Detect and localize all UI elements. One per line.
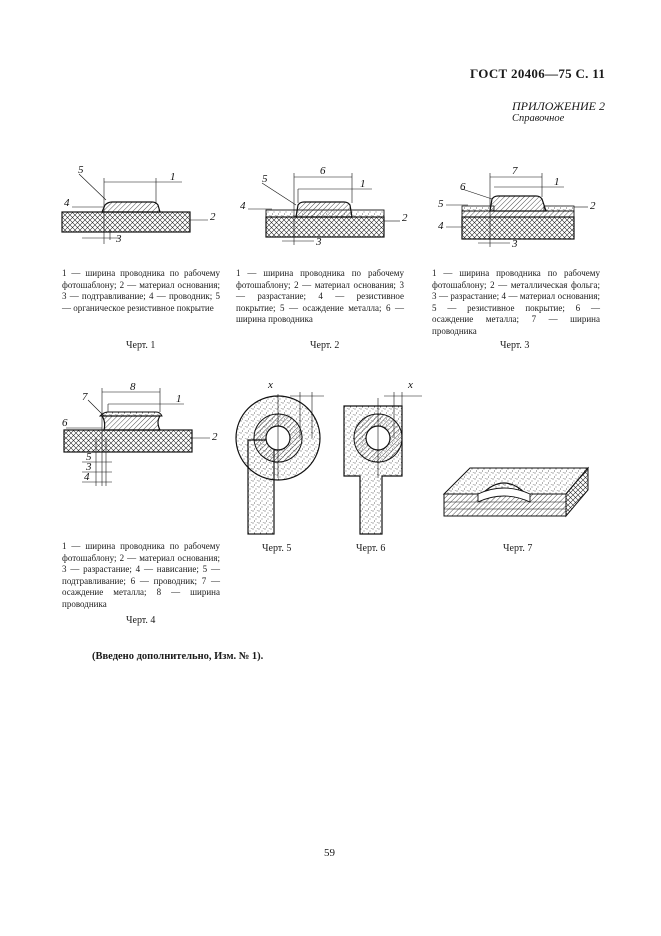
figure-6-drawing [336,378,436,538]
f4-label-6: 6 [62,417,68,429]
figure-3-drawing [432,155,607,250]
figure-7-title: Черт. 7 [503,543,533,554]
f2-label-6: 6 [320,165,326,177]
f2-label-1: 1 [360,178,366,190]
f4-label-1: 1 [176,393,182,405]
f2-label-3: 3 [316,236,322,248]
f4-label-2: 2 [212,431,218,443]
appendix-title: ПРИЛОЖЕНИЕ 2 [512,99,605,113]
standard-header: ГОСТ 20406—75 С. 11 [470,66,606,81]
f1-label-4: 4 [64,197,70,209]
f4-label-8: 8 [130,381,136,393]
f4-label-3: 3 [86,461,92,473]
f1-label-5: 5 [78,164,84,176]
f6-label-x: x [408,379,413,391]
figure-4-title: Черт. 4 [126,615,156,626]
figure-7-drawing [438,460,598,525]
f4-label-4: 4 [84,471,90,483]
f1-label-3: 3 [116,233,122,245]
figure-1-title: Черт. 1 [126,340,156,351]
f4-label-5: 5 [86,451,92,463]
f1-label-2: 2 [210,211,216,223]
figure-2-drawing [234,155,414,250]
f3-label-7: 7 [512,165,518,177]
f1-label-1: 1 [170,171,176,183]
figure-6-title: Черт. 6 [356,543,386,554]
figure-3-caption: 1 — ширина проводника по рабочему фотошаблону; 2 — металлическая фольга; 3 — разрастание; 4 — материал основания; 5 — резистивное покрытие; 6 — осаждение металла; 7 — ширина проводника [432,268,600,336]
page-number: 59 [324,847,335,859]
amendment-note: (Введено дополнительно, Изм. № 1). [92,651,264,662]
figure-4-caption: 1 — ширина проводника по рабочему фотошаблону; 2 — материал основания; 3 — разрастание; 4 — нависание; 5 — подтравливание; 6 — проводник; 7 — осаждение металла; 8 — ширина проводника [62,541,220,609]
f4-label-7: 7 [82,391,88,403]
figure-4-drawing [56,378,231,493]
f3-label-2: 2 [590,200,596,212]
f2-label-2: 2 [402,212,408,224]
f3-label-5: 5 [438,198,444,210]
f5-label-x: x [268,379,273,391]
figure-2-caption: 1 — ширина проводника по рабочему фотошаблону; 2 — материал основания; 3 — разрастание; 4 — резистивное покрытие; 5 — осаждение металла; 6 — ширина проводника [236,268,404,325]
f3-label-1: 1 [554,176,560,188]
figure-1-caption: 1 — ширина проводника по рабочему фотошаблону; 2 — материал основания; 3 — подтравливание; 4 — проводник; 5 — органическое резистивное покрытие [62,268,220,313]
figure-5-drawing [228,378,328,538]
appendix-type: Справочное [512,113,565,124]
figure-1-drawing [60,160,230,250]
figure-5-title: Черт. 5 [262,543,292,554]
f3-label-6: 6 [460,181,466,193]
figure-2-title: Черт. 2 [310,340,340,351]
f2-label-4: 4 [240,200,246,212]
f3-label-3: 3 [512,238,518,250]
figure-3-title: Черт. 3 [500,340,530,351]
f2-label-5: 5 [262,173,268,185]
f3-label-4: 4 [438,220,444,232]
